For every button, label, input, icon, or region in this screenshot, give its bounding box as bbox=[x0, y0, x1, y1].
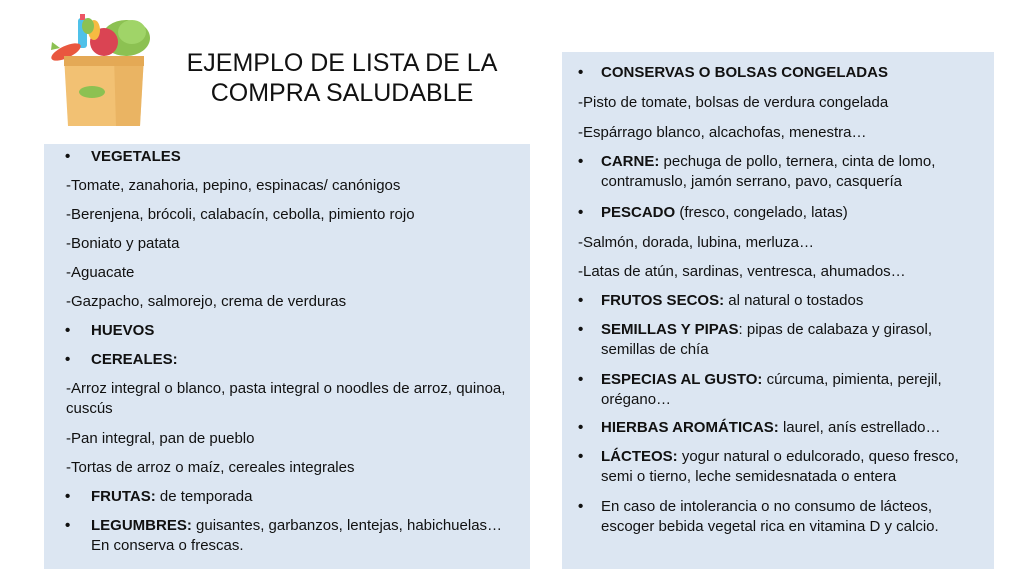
legumbres-label: LEGUMBRES: bbox=[91, 517, 192, 534]
semillas-label: SEMILLAS Y PIPAS bbox=[601, 321, 739, 338]
list-item-conservas bbox=[562, 63, 982, 83]
hierbas-text: laurel, anís estrellado… bbox=[778, 419, 941, 436]
list-item-vegetales bbox=[44, 147, 518, 167]
carne-label: CARNE: bbox=[601, 153, 660, 170]
list-item-cons-2: -Espárrago blanco, alcachofas, menestra… bbox=[578, 124, 867, 141]
carne-text: pechuga de pollo, ternera, cinta de lomo, contramuslo, jamón serrano, pavo, casquería bbox=[601, 153, 936, 190]
list-item-frutas bbox=[44, 487, 518, 507]
list-item-frutos-secos bbox=[562, 291, 982, 311]
list-item-cons-1: -Pisto de tomate, bolsas de verdura congelada bbox=[578, 94, 889, 111]
list-item-pescado bbox=[562, 203, 982, 223]
list-item-veg-3: -Boniato y patata bbox=[66, 235, 180, 252]
title-line-1: EJEMPLO DE LISTA DE LA bbox=[186, 49, 498, 77]
legumbres-text: guisantes, garbanzos, lentejas, habichuelas… En conserva o frescas. bbox=[91, 517, 503, 554]
list-item-lacteos bbox=[562, 447, 982, 487]
title-line-2: COMPRA SALUDABLE bbox=[210, 79, 474, 107]
list-item-cer-2: -Pan integral, pan de pueblo bbox=[66, 430, 255, 447]
list-item-pes-1: -Salmón, dorada, lubina, merluza… bbox=[578, 234, 814, 251]
frutos-text: al natural o tostados bbox=[724, 292, 864, 309]
especias-label: ESPECIAS AL GUSTO: bbox=[601, 371, 763, 388]
list-item-veg-1: -Tomate, zanahoria, pepino, espinacas/ canónigos bbox=[66, 177, 401, 194]
list-item-semillas bbox=[562, 320, 982, 360]
list-item-pes-2: -Latas de atún, sardinas, ventresca, ahumados… bbox=[578, 263, 906, 280]
list-item-cer-3: -Tortas de arroz o maíz, cereales integrales bbox=[66, 459, 355, 476]
hierbas-label: HIERBAS AROMÁTICAS: bbox=[601, 419, 779, 436]
list-item-veg-2: -Berenjena, brócoli, calabacín, cebolla, pimiento rojo bbox=[66, 206, 415, 223]
right-list-panel bbox=[562, 52, 994, 569]
list-item-veg-4: -Aguacate bbox=[66, 264, 135, 281]
pescado-text: (fresco, congelado, latas) bbox=[675, 204, 848, 221]
pescado-label: PESCADO bbox=[601, 204, 676, 221]
conservas-heading: CONSERVAS O BOLSAS CONGELADAS bbox=[601, 64, 888, 81]
grocery-bag-icon bbox=[44, 12, 162, 130]
list-item-huevos bbox=[44, 321, 518, 341]
cereales-heading: CEREALES: bbox=[91, 351, 178, 368]
vegetales-heading: VEGETALES bbox=[91, 148, 181, 165]
huevos-heading: HUEVOS bbox=[91, 322, 155, 339]
list-item-intolerancia: • En caso de intolerancia o no consumo de lácteos, escoger bebida vegetal rica en vitamina D y calcio. bbox=[562, 497, 982, 537]
list-item-legumbres bbox=[44, 516, 518, 556]
frutas-label: FRUTAS: bbox=[91, 488, 156, 505]
list-item-cer-1: -Arroz integral o blanco, pasta integral o noodles de arroz, quinoa, cuscús bbox=[66, 380, 506, 417]
frutos-label: FRUTOS SECOS: bbox=[601, 292, 725, 309]
semillas-text: : pipas de calabaza y girasol, semillas de chía bbox=[601, 321, 932, 358]
frutas-text: de temporada bbox=[155, 488, 253, 505]
list-item-veg-5: -Gazpacho, salmorejo, crema de verduras bbox=[66, 293, 347, 310]
list-item-hierbas bbox=[562, 418, 982, 438]
page-title bbox=[168, 48, 516, 108]
list-item-carne bbox=[562, 152, 982, 192]
left-list-panel bbox=[44, 144, 530, 569]
list-item-cereales bbox=[44, 350, 518, 370]
lacteos-text: yogur natural o edulcorado, queso fresco, semi o tierno, leche semidesnatada o entera bbox=[601, 448, 959, 485]
especias-text: cúrcuma, pimienta, perejil, orégano… bbox=[601, 371, 942, 408]
list-item-especias bbox=[562, 370, 982, 410]
lacteos-label: LÁCTEOS: bbox=[601, 448, 678, 465]
